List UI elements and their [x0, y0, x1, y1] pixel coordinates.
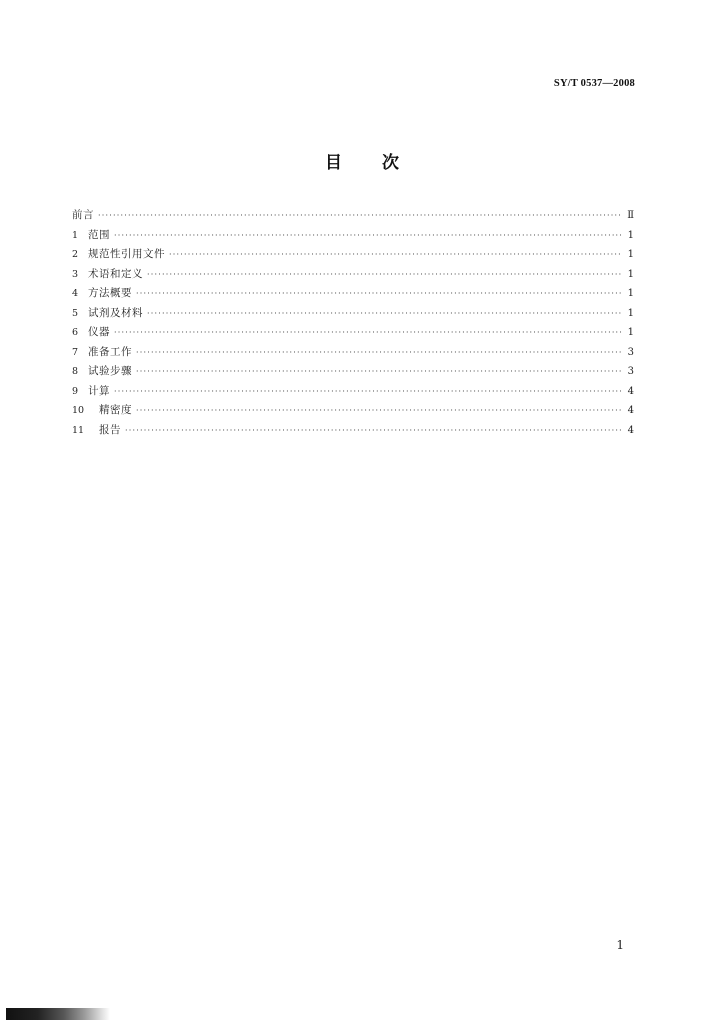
- toc-entry-number: 4: [72, 288, 79, 299]
- toc-leader-dots: [136, 343, 622, 363]
- toc-leader-dots: [136, 362, 622, 382]
- toc-entry-label: 术语和定义: [88, 267, 143, 280]
- toc-entry-label: 精密度: [99, 404, 132, 416]
- toc-title-right: 次: [382, 153, 399, 173]
- toc-entry-report[interactable]: [72, 421, 634, 441]
- toc-entry-label: 计算: [88, 384, 110, 397]
- toc-entry-label: 试验步骤: [88, 365, 132, 377]
- toc-entry-page: 1: [627, 229, 634, 241]
- toc-title-left: 目: [325, 153, 342, 173]
- toc-entry-page: 1: [627, 307, 634, 319]
- toc-entry-scope[interactable]: [72, 226, 634, 246]
- toc-entry-label: 方法概要: [88, 287, 132, 299]
- toc-entry-number: 5: [72, 307, 79, 319]
- toc-leader-dots: [114, 226, 622, 246]
- toc-entry-reagents-materials[interactable]: [72, 304, 634, 324]
- toc-leader-dots: [98, 206, 622, 226]
- page-number: 1: [616, 938, 624, 952]
- toc-entry-number: 8: [72, 366, 79, 377]
- toc-entry-page: 4: [627, 424, 634, 436]
- toc-entry-label: 仪器: [88, 326, 110, 338]
- toc-entry-page: 3: [627, 346, 634, 358]
- toc-entry-method-summary[interactable]: [72, 284, 634, 304]
- toc-entry-number: 6: [72, 327, 79, 338]
- toc-entry-label: 准备工作: [88, 345, 132, 358]
- toc-entry-foreword[interactable]: [72, 206, 634, 226]
- toc-entry-calculation[interactable]: [72, 382, 634, 402]
- toc-entry-page: 1: [627, 249, 634, 260]
- table-of-contents: [72, 206, 634, 440]
- toc-leader-dots: [136, 401, 622, 421]
- toc-entry-label: 报告: [99, 423, 121, 436]
- scan-artifact: [6, 1008, 110, 1020]
- toc-entry-normative-references[interactable]: [72, 245, 634, 265]
- toc-leader-dots: [147, 304, 622, 324]
- toc-entry-number: 11: [72, 424, 85, 436]
- toc-entry-label: 试剂及材料: [88, 306, 143, 319]
- toc-entry-precision[interactable]: [72, 401, 634, 421]
- toc-entry-number: 7: [72, 346, 79, 358]
- toc-entry-test-procedure[interactable]: [72, 362, 634, 382]
- toc-entry-page: 1: [627, 288, 634, 299]
- toc-title: [0, 148, 724, 173]
- toc-entry-page: 1: [627, 268, 634, 280]
- toc-entry-number: 2: [72, 249, 79, 260]
- toc-entry-label: 规范性引用文件: [88, 248, 165, 260]
- toc-leader-dots: [125, 421, 622, 441]
- toc-entry-label: 范围: [88, 228, 110, 241]
- toc-leader-dots: [136, 284, 622, 304]
- toc-entry-page: Ⅱ: [627, 210, 634, 221]
- toc-leader-dots: [114, 382, 622, 402]
- toc-entry-number: 1: [72, 229, 79, 241]
- toc-entry-page: 4: [627, 405, 634, 416]
- toc-leader-dots: [147, 265, 622, 285]
- toc-entry-page: 3: [627, 366, 634, 377]
- toc-entry-preparation[interactable]: [72, 343, 634, 363]
- toc-entry-page: 1: [627, 327, 634, 338]
- toc-leader-dots: [114, 323, 622, 343]
- standard-code: SY/T 0537—2008: [553, 78, 635, 89]
- toc-entry-page: 4: [627, 385, 634, 397]
- toc-entry-apparatus[interactable]: [72, 323, 634, 343]
- toc-leader-dots: [169, 245, 622, 265]
- toc-entry-number: 9: [72, 385, 79, 397]
- toc-entry-label: 前言: [72, 209, 94, 221]
- toc-entry-terms-definitions[interactable]: [72, 265, 634, 285]
- toc-entry-number: 3: [72, 268, 79, 280]
- toc-entry-number: 10: [72, 405, 85, 416]
